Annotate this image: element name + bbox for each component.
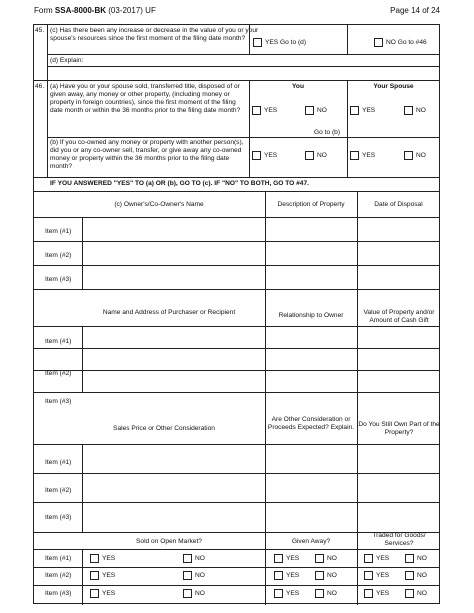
t4-r1-sold-yes-label: YES: [102, 555, 116, 562]
form-prefix: Form: [34, 6, 55, 15]
t2-item-1: Item (#1): [45, 338, 72, 345]
form-id: [34, 6, 156, 15]
t4-r3-sold-yes-checkbox[interactable]: [90, 589, 99, 598]
t4-r2-sold-yes-label: YES: [102, 572, 116, 579]
t3-item-1: Item (#1): [45, 459, 72, 466]
q46-number: 46.: [35, 83, 45, 90]
q46a-question: (a) Have you or your spouse sold, transferred title, disposed of or given away, any money or other property, (including money or property in foreign countries), since the first moment of the filing date month or within the 36 months prior to the filing date month?: [50, 83, 241, 114]
col-spouse: Your Spouse: [373, 83, 414, 90]
q45d-explain-field[interactable]: [94, 56, 434, 66]
t1-header-owner: (c) Owner's/Co-Owner's Name: [114, 201, 204, 208]
t4-r3-sold-no-checkbox[interactable]: [183, 589, 192, 598]
t3-header-expected: Are Other Consideration or Proceeds Expected? Explain.: [267, 416, 355, 431]
t4-r3-sold-yes-label: YES: [102, 590, 116, 597]
q46a-you-yes-label: YES: [264, 107, 278, 114]
t4-r3-traded-no-checkbox[interactable]: [405, 589, 414, 598]
q45c-no-label: NO Go to #46: [386, 39, 427, 46]
t4-r1-given-yes-checkbox[interactable]: [274, 554, 283, 563]
t4-r3-sold-no-label: NO: [195, 590, 205, 597]
t1-item-3: Item (#3): [45, 276, 72, 283]
t4-r1-sold-no-checkbox[interactable]: [183, 554, 192, 563]
form-page: [33, 24, 440, 604]
t2-header-value: Value of Property and/or Amount of Cash Gift: [363, 309, 435, 324]
q45-number: 45.: [35, 27, 45, 34]
q45c-yes-label: YES Go to (d): [265, 39, 307, 46]
t4-r3-given-no-checkbox[interactable]: [315, 589, 324, 598]
t4-item-2: Item (#2): [45, 572, 72, 579]
t1-item-2: Item (#2): [45, 252, 72, 259]
t4-r2-given-yes-label: YES: [286, 572, 300, 579]
t4-item-3: Item (#3): [45, 590, 72, 597]
t4-header-traded: Traded for Goods/ Services?: [372, 532, 426, 547]
q46b-you-yes-checkbox[interactable]: [252, 151, 261, 160]
t2-item-3: Item (#3): [45, 398, 72, 405]
t3-header-sales: Sales Price or Other Consideration: [113, 425, 215, 432]
q46a-you-goto: Go to (b): [314, 129, 341, 136]
q46a-spouse-yes-label: YES: [362, 107, 376, 114]
t4-r1-given-yes-label: YES: [286, 555, 300, 562]
t2-header-purchaser: Name and Address of Purchaser or Recipient: [102, 309, 236, 316]
t4-r1-traded-yes-label: YES: [376, 555, 390, 562]
q45c-no-checkbox[interactable]: [374, 38, 383, 47]
q46a-you-yes-checkbox[interactable]: [252, 106, 261, 115]
q46a-spouse-no-label: NO: [416, 107, 426, 114]
t4-r2-sold-no-label: NO: [195, 572, 205, 579]
t3-item-3: Item (#3): [45, 514, 72, 521]
q46b-question: (b) If you co-owned any money or property with another person(s), did you or any co-owner sell, transfer, or give away any co-owned money or property within the 36 months prior to the filing date month?: [50, 139, 244, 170]
t4-r3-traded-yes-checkbox[interactable]: [364, 589, 373, 598]
t1-header-date: Date of Disposal: [374, 201, 423, 208]
q45c-question: (c) Has there been any increase or decrease in the value of you or your spouse's resources since the first moment of the filing date month?: [50, 27, 259, 42]
t4-r2-traded-yes-label: YES: [376, 572, 390, 579]
t4-header-given: Given Away?: [291, 538, 331, 545]
t4-r1-traded-no-checkbox[interactable]: [405, 554, 414, 563]
q46a-you-no-label: NO: [317, 107, 327, 114]
q46b-spouse-yes-label: YES: [362, 152, 376, 159]
t4-item-1: Item (#1): [45, 555, 72, 562]
t1-header-description: Description of Property: [277, 201, 345, 208]
q46b-spouse-yes-checkbox[interactable]: [350, 151, 359, 160]
q45d-explain-label: (d) Explain:: [50, 57, 84, 64]
form-number: SSA-8000-BK: [54, 6, 107, 15]
t4-r3-given-yes-checkbox[interactable]: [274, 589, 283, 598]
t4-r1-sold-yes-checkbox[interactable]: [90, 554, 99, 563]
q46a-you-no-checkbox[interactable]: [305, 106, 314, 115]
t1-item-1: Item (#1): [45, 228, 72, 235]
form-date: (03-2017) UF: [106, 6, 156, 15]
t4-r3-given-no-label: NO: [327, 590, 337, 597]
t4-r3-traded-no-label: NO: [417, 590, 427, 597]
t4-r2-given-no-label: NO: [327, 572, 337, 579]
q46b-spouse-no-checkbox[interactable]: [404, 151, 413, 160]
q46b-you-no-label: NO: [317, 152, 327, 159]
t4-r2-sold-no-checkbox[interactable]: [183, 571, 192, 580]
t4-r3-given-yes-label: YES: [286, 590, 300, 597]
t3-header-still-own: Do You Still Own Part of the Property?: [358, 421, 440, 436]
t4-r2-traded-no-checkbox[interactable]: [405, 571, 414, 580]
page-header: [34, 6, 440, 18]
t4-r2-traded-yes-checkbox[interactable]: [364, 571, 373, 580]
q46-instruction: IF YOU ANSWERED "YES" TO (a) OR (b), GO TO (c). IF "NO" TO BOTH, GO TO #47.: [50, 180, 309, 187]
t4-r2-traded-no-label: NO: [417, 572, 427, 579]
t4-r1-given-no-label: NO: [327, 555, 337, 562]
t4-r1-traded-yes-checkbox[interactable]: [364, 554, 373, 563]
t4-r1-sold-no-label: NO: [195, 555, 205, 562]
col-you: You: [292, 83, 304, 90]
t4-r3-traded-yes-label: YES: [376, 590, 390, 597]
q45c-yes-checkbox[interactable]: [253, 38, 262, 47]
q46b-you-yes-label: YES: [264, 152, 278, 159]
t4-r1-given-no-checkbox[interactable]: [315, 554, 324, 563]
q46a-spouse-no-checkbox[interactable]: [404, 106, 413, 115]
t2-header-relationship: Relationship to Owner: [278, 312, 344, 319]
t4-r2-sold-yes-checkbox[interactable]: [90, 571, 99, 580]
t4-r1-traded-no-label: NO: [417, 555, 427, 562]
t2-item-2: Item (#2): [45, 370, 72, 377]
page-number: Page 14 of 24: [390, 6, 440, 15]
q46b-spouse-no-label: NO: [416, 152, 426, 159]
t3-item-2: Item (#2): [45, 487, 72, 494]
t4-r2-given-no-checkbox[interactable]: [315, 571, 324, 580]
q46a-spouse-yes-checkbox[interactable]: [350, 106, 359, 115]
t4-header-sold: Sold on Open Market?: [136, 538, 202, 545]
t4-r2-given-yes-checkbox[interactable]: [274, 571, 283, 580]
q46b-you-no-checkbox[interactable]: [305, 151, 314, 160]
